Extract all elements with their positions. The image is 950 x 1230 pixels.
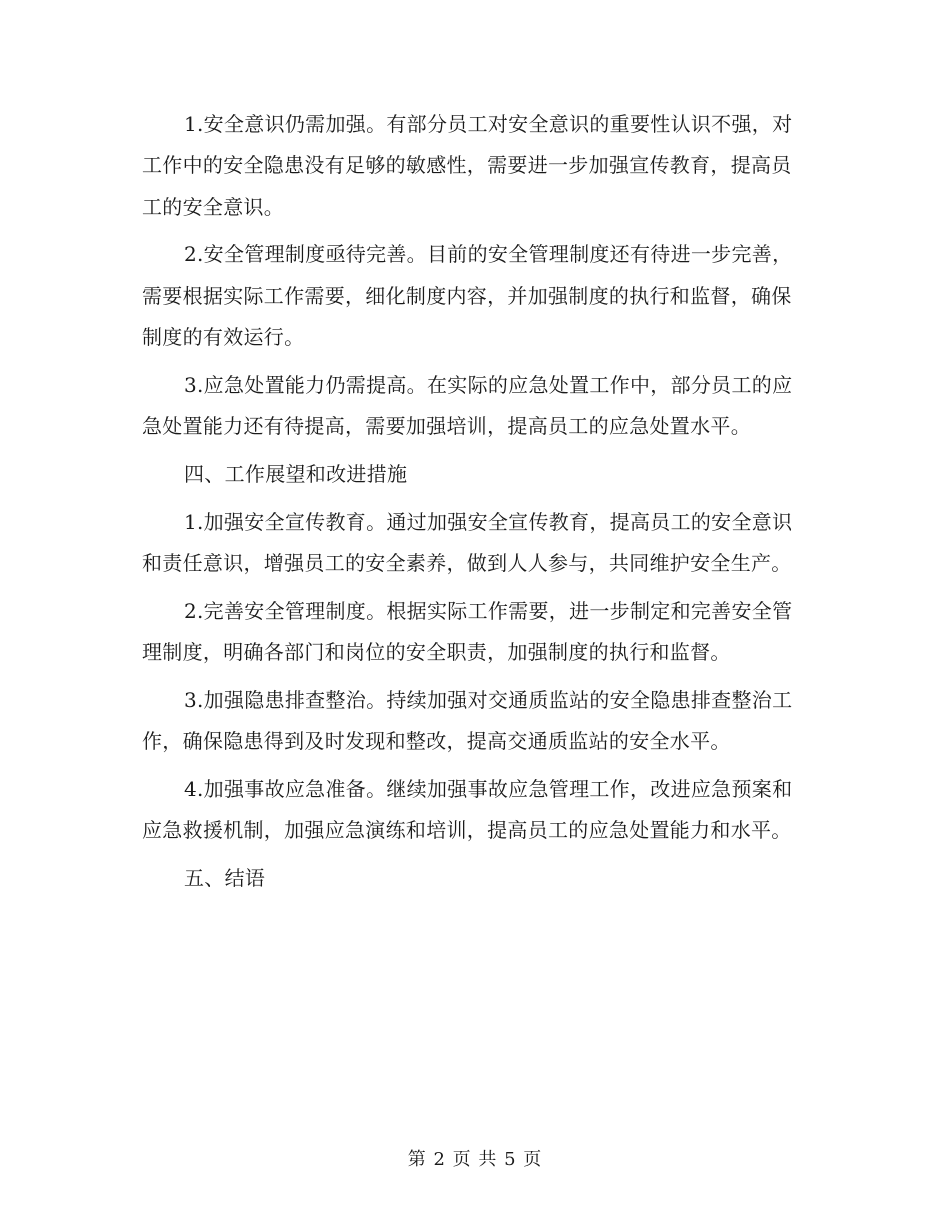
section-heading-conclusion: 五、结语 xyxy=(184,866,266,891)
section-heading-outlook: 四、工作展望和改进措施 xyxy=(184,461,408,486)
paragraph-measure-2: 2.完善安全管理制度。根据实际工作需要，进一步制定和完善安全管理制度，明确各部门和岗位的安全职责，加强制度的执行和监督。 xyxy=(142,598,793,665)
paragraph-problem-3: 3.应急处置能力仍需提高。在实际的应急处置工作中，部分员工的应急处置能力还有待提高，需要加强培训，提高员工的应急处置水平。 xyxy=(142,372,793,439)
paragraph-measure-1: 1.加强安全宣传教育。通过加强安全宣传教育，提高员工的安全意识和责任意识，增强员工的安全素养，做到人人参与，共同维护安全生产。 xyxy=(142,509,793,575)
paragraph-problem-2: 2.安全管理制度亟待完善。目前的安全管理制度还有待进一步完善，需要根据实际工作需要，细化制度内容，并加强制度的执行和监督，确保制度的有效运行。 xyxy=(142,242,793,349)
document-body xyxy=(142,104,810,906)
paragraph-problem-1: 1.安全意识仍需加强。有部分员工对安全意识的重要性认识不强，对工作中的安全隐患没有足够的敏感性，需要进一步加强宣传教育，提高员工的安全意识。 xyxy=(142,112,793,219)
paragraph-measure-3: 3.加强隐患排查整治。持续加强对交通质监站的安全隐患排查整治工作，确保隐患得到及时发现和整改，提高交通质监站的安全水平。 xyxy=(142,687,793,754)
paragraph-measure-4: 4.加强事故应急准备。继续加强事故应急管理工作，改进应急预案和应急救援机制，加强应急演练和培训，提高员工的应急处置能力和水平。 xyxy=(142,776,793,843)
page-number-footer: 第 2 页 共 5 页 xyxy=(407,1149,543,1170)
